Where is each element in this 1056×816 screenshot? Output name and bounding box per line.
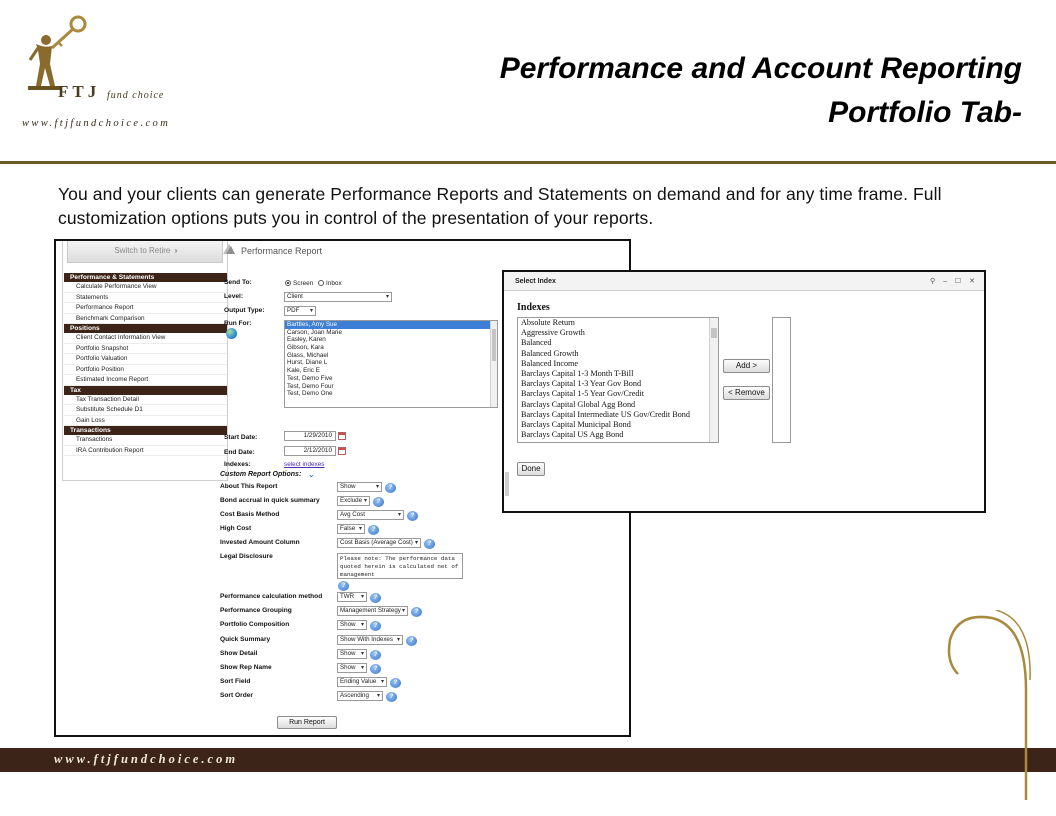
end-date-calendar-icon[interactable] <box>338 447 346 455</box>
help-icon[interactable]: ? <box>385 483 396 493</box>
report-sidebar <box>62 241 228 481</box>
option-label: Sort Field <box>220 678 251 686</box>
sidebar-section-heading: Performance & Statements <box>64 273 227 282</box>
legal-disclosure-label: Legal Disclosure <box>220 553 273 560</box>
help-icon[interactable]: ? <box>386 692 397 702</box>
client-option[interactable]: Test, Demo Five <box>287 374 333 382</box>
decorative-swirl-icon <box>940 610 1036 800</box>
index-option[interactable]: Barclays Capital 1-5 Year Gov/Credit <box>521 389 645 399</box>
option-select[interactable]: Show With Indexes ▾ <box>337 635 403 645</box>
help-icon[interactable]: ? <box>370 650 381 660</box>
intro-paragraph: You and your clients can generate Performance Reports and Statements on demand and for any time frame. Full customization options puts you in control of the presentation of your reports. <box>58 184 942 228</box>
report-title: Performance Report <box>241 246 323 256</box>
index-option[interactable]: Barclays Capital Intermediate US Gov/Credit Bond <box>521 409 690 419</box>
option-label: Quick Summary <box>220 635 271 643</box>
client-options <box>285 321 497 398</box>
indexes-label: Indexes: <box>224 461 251 468</box>
run-report-button[interactable]: Run Report <box>277 716 337 729</box>
dialog-title: Select Index <box>515 278 556 285</box>
index-option[interactable]: Barclays Capital Municipal Bond <box>521 419 631 429</box>
sidebar-item[interactable]: Statements <box>64 293 227 304</box>
sidebar-section-heading: Transactions <box>64 426 227 435</box>
level-label: Level: <box>224 293 244 300</box>
client-option[interactable]: Carson, Joan Marie <box>287 328 342 336</box>
client-option[interactable]: Easley, Karen <box>287 336 326 344</box>
done-button[interactable]: Done <box>517 462 545 476</box>
send-to-options <box>285 280 342 287</box>
option-label: Invested Amount Column <box>220 539 300 546</box>
client-option[interactable]: Glass, Michael <box>287 351 329 359</box>
option-select[interactable]: Show ▾ <box>337 649 367 659</box>
dialog-title-bar <box>504 272 984 291</box>
sidebar-item[interactable]: Client Contact Information View <box>64 333 227 344</box>
footer-url: www.ftjfundchoice.com <box>54 752 239 766</box>
index-option[interactable]: Balanced Income <box>521 358 579 368</box>
expand-chevron-icon[interactable]: ⌄ <box>308 470 315 479</box>
client-option[interactable]: Hurst, Diane L <box>287 359 328 367</box>
option-select[interactable]: False ▾ <box>337 524 365 534</box>
sidebar-item[interactable]: Benchmark Comparison <box>64 314 227 325</box>
company-logo <box>18 14 188 129</box>
help-icon[interactable]: ? <box>411 607 422 617</box>
option-label: Portfolio Composition <box>220 621 290 629</box>
selected-indexes-list[interactable] <box>772 317 791 443</box>
scrollbar-thumb[interactable] <box>711 328 717 338</box>
option-select[interactable]: TWR ▾ <box>337 592 367 602</box>
sidebar-item[interactable]: Substitute Schedule D1 <box>64 405 227 416</box>
option-label: Sort Order <box>220 692 253 700</box>
custom-report-options-heading: Custom Report Options: <box>220 471 302 478</box>
client-option[interactable]: Barttles, Amy Sue <box>285 321 497 329</box>
sidebar-item[interactable]: Portfolio Snapshot <box>64 344 227 355</box>
option-label: Performance Grouping <box>220 607 292 615</box>
output-type-label: Output Type: <box>224 307 265 314</box>
inbox-radio-label: Inbox <box>326 280 342 287</box>
legal-disclosure-textarea[interactable]: Please note: The performance data quoted herein is calculated net of management <box>337 553 463 579</box>
sidebar-item[interactable]: Portfolio Valuation <box>64 354 227 365</box>
legal-disclosure-help-icon[interactable]: ? <box>338 581 349 591</box>
index-option[interactable]: Aggressive Growth <box>521 328 585 338</box>
sidebar-item[interactable]: Tax Transaction Detail <box>64 395 227 406</box>
index-list-scrollbar[interactable] <box>709 318 718 442</box>
double-chevron-right-icon: ›› <box>174 246 176 255</box>
option-select[interactable]: Show ▾ <box>337 482 382 492</box>
logo-name: FTJ <box>58 82 101 101</box>
option-label: Show Detail <box>220 649 258 657</box>
select-indexes-link[interactable]: select indexes <box>284 461 325 468</box>
option-label: High Cost <box>220 525 252 532</box>
add-button[interactable]: Add > <box>723 359 770 373</box>
client-option[interactable]: Kale, Eric E <box>287 367 320 375</box>
start-date-calendar-icon[interactable] <box>338 432 346 440</box>
indexes-heading: Indexes <box>517 302 550 313</box>
header-divider <box>0 161 1056 164</box>
index-option[interactable]: Barclays Capital 1-3 Year Gov Bond <box>521 379 642 389</box>
window-controls[interactable]: ⚲ – ☐ ✕ <box>930 278 978 285</box>
end-date-label: End Date: <box>224 449 255 456</box>
dialog-edge-divider <box>505 472 509 496</box>
help-icon[interactable]: ? <box>370 593 381 603</box>
run-for-label: Run For: <box>224 320 252 327</box>
report-chart-icon <box>221 242 237 256</box>
index-option[interactable]: Barclays Capital US Agg Bond <box>521 430 624 440</box>
help-icon[interactable]: ? <box>406 636 417 646</box>
index-options <box>518 318 718 440</box>
client-option[interactable]: Test, Demo One <box>287 390 333 398</box>
slide-title: Performance and Account Reporting <box>499 52 1022 85</box>
help-icon[interactable]: ? <box>368 525 379 535</box>
logo-url: www.ftjfundchoice.com <box>22 118 171 129</box>
select-index-dialog <box>502 270 986 513</box>
switch-to-retire-button[interactable] <box>67 241 223 263</box>
option-select[interactable]: Show ▾ <box>337 663 367 673</box>
help-icon[interactable]: ? <box>370 664 381 674</box>
start-date-label: Start Date: <box>224 434 258 441</box>
send-to-label: Send To: <box>224 279 252 286</box>
available-indexes-list[interactable] <box>517 317 719 443</box>
remove-button[interactable]: < Remove <box>723 386 770 400</box>
help-icon[interactable]: ? <box>424 539 435 549</box>
client-list-scrollbar[interactable] <box>490 321 497 407</box>
sidebar-section-heading: Positions <box>64 324 227 333</box>
run-for-client-list[interactable] <box>284 320 498 408</box>
index-option[interactable]: Balanced <box>521 338 552 348</box>
sidebar-item[interactable]: Transactions <box>64 435 227 446</box>
switch-to-retire-label: Switch to Retire <box>114 246 171 255</box>
output-type-select[interactable]: PDF ▾ <box>284 306 316 316</box>
option-select[interactable]: Cost Basis (Average Cost) ▾ <box>337 538 421 548</box>
option-select[interactable]: Management Strategy ▾ <box>337 606 408 616</box>
option-select[interactable]: Ascending ▾ <box>337 691 383 701</box>
option-select[interactable]: Show ▾ <box>337 620 367 630</box>
index-option[interactable]: Absolute Return <box>521 318 575 327</box>
globe-icon[interactable] <box>226 328 237 339</box>
client-option[interactable]: Test, Demo Four <box>287 382 334 390</box>
sidebar-item[interactable]: Portfolio Position <box>64 365 227 376</box>
level-select[interactable]: Client ▾ <box>284 292 392 302</box>
sidebar-section-heading: Tax <box>64 386 227 395</box>
client-option[interactable]: Gibson, Kara <box>287 344 324 352</box>
option-label: Show Rep Name <box>220 664 272 671</box>
option-select[interactable]: Exclude ▾ <box>337 496 370 506</box>
sidebar-item[interactable]: Performance Report <box>64 303 227 314</box>
option-select[interactable]: Ending Value ▾ <box>337 677 387 687</box>
screen-radio-label: Screen <box>293 280 314 287</box>
sidebar-item[interactable]: IRA Contribution Report <box>64 446 227 457</box>
index-option[interactable]: Balanced Growth <box>521 348 579 358</box>
screen-radio[interactable] <box>285 280 291 286</box>
option-label: About This Report <box>220 483 278 490</box>
start-date-input[interactable]: 1/29/2010 <box>284 431 336 441</box>
logo-subtitle: fund choice <box>107 90 165 101</box>
end-date-input[interactable]: 2/12/2010 <box>284 446 336 456</box>
help-icon[interactable]: ? <box>407 511 418 521</box>
option-label: Bond accrual in quick summary <box>220 497 320 504</box>
sidebar-item[interactable]: Gain Loss <box>64 416 227 427</box>
help-icon[interactable]: ? <box>390 678 401 688</box>
index-option[interactable]: Barclays Capital 1-3 Month T-Bill <box>521 368 634 378</box>
inbox-radio[interactable] <box>318 280 324 286</box>
scrollbar-thumb[interactable] <box>492 329 496 361</box>
slide-subtitle: Portfolio Tab- <box>828 96 1022 129</box>
index-option[interactable]: Barclays Capital Global Agg Bond <box>521 399 636 409</box>
option-label: Performance calculation method <box>220 593 323 600</box>
option-select[interactable]: Avg Cost ▾ <box>337 510 404 520</box>
help-icon[interactable]: ? <box>373 497 384 507</box>
sidebar-menu <box>64 273 227 456</box>
help-icon[interactable]: ? <box>370 621 381 631</box>
option-label: Cost Basis Method <box>220 511 280 518</box>
sidebar-item[interactable]: Estimated Income Report <box>64 375 227 386</box>
sidebar-item[interactable]: Calculate Performance View <box>64 282 227 293</box>
